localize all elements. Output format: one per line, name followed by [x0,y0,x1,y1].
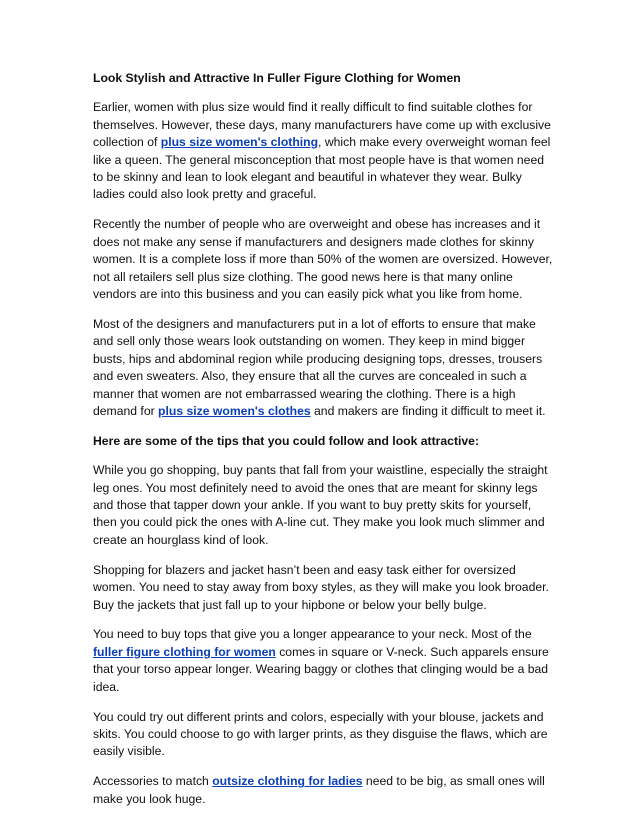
paragraph-3-before: Most of the designers and manufacturers put in a lot of efforts to ensure that make and sell only those wears look outstanding on women. They keep in mind bigger busts, hips and abdominal region while producing designing tops, dresses, trousers and even sweaters. Also, they ensure that all the curves are concealed in such a manner that women are not embarrassed wearing the clothing. There is a high demand for [93,316,543,418]
paragraph-8 [93,773,553,808]
paragraph-8-after: need to be big, as small ones will make you look huge. [93,774,545,806]
paragraph-1-before: Earlier, women with plus size would find it really difficult to find suitable clothes for themselves. However, these days, many manufacturers have come up with exclusive collection of [93,100,551,150]
paragraph-1-after: , which make every overweight woman feel like a queen. The general misconception that most people have is that women need to be skinny and lean to look elegant and beautiful in whatever they wear. Bulky ladies could also look pretty and graceful. [93,135,551,202]
paragraph-8-before: Accessories to match [93,774,213,789]
document-page [93,70,553,821]
tips-heading: Here are some of the tips that you could follow and look attractive: [93,433,480,448]
document-title: Look Stylish and Attractive In Fuller Figure Clothing for Women [93,71,461,85]
paragraph-6 [93,626,553,696]
paragraph-2: Recently the number of people who are overweight and obese has increases and it does not make any sense if manufacturers and designers made clothes for skinny women. It is a complete loss if more than 50% of the women are oversized. However, not all retailers sell plus size clothing. The good news here is that many online vendors are into this business and you can easily pick what you like from home. [93,217,553,301]
paragraph-6-before: You need to buy tops that give you a longer appearance to your neck. Most of the [93,627,532,642]
paragraph-7: You could try out different prints and colors, especially with your blouse, jackets and skits. You could choose to go with larger prints, as they disguise the flaws, which are easily visible. [93,709,548,759]
plus-size-womens-clothing-link[interactable]: plus size women's clothing [160,135,319,150]
outsize-clothing-link[interactable]: outsize clothing for ladies [212,774,363,789]
paragraph-5: Shopping for blazers and jacket hasn’t been and easy task either for oversized women. You need to stay away from boxy styles, as they will make you look broader. Buy the jackets that just fall up to your hipbone or below your belly bulge. [93,562,549,612]
plus-size-womens-clothes-link[interactable]: plus size women's clothes [158,403,311,418]
paragraph-4: While you go shopping, buy pants that fall from your waistline, especially the straight leg ones. You most definitely need to avoid the ones that are meant for skinny legs and those that tapper down your ankle. If you want to buy pretty skits for yourself, then you could pick the ones with A-line cut. They make you look much slimmer and create an hourglass kind of look. [93,463,548,547]
paragraph-6-after: comes in square or V-neck. Such apparels ensure that your torso appear longer. Wearing baggy or clothes that clinging would be a bad idea. [93,644,549,694]
paragraph-3 [93,316,553,420]
paragraph-3-after: and makers are finding it difficult to meet it. [310,403,546,418]
paragraph-1 [93,99,553,203]
fuller-figure-clothing-link[interactable]: fuller figure clothing for women [93,644,276,659]
